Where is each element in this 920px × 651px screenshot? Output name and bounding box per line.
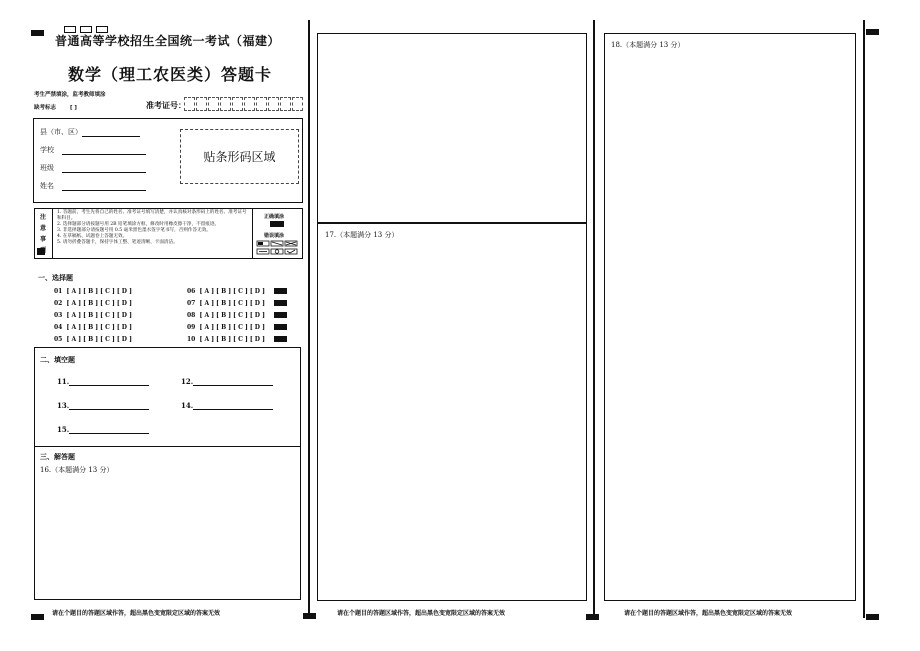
footer-warning-middle: 请在个题目的答题区域作答，超出黑色变宽限定区域的答案无效 xyxy=(337,610,506,617)
mcq-row[interactable]: 09 [ A ] [ B ] [ C ] [ D ] xyxy=(187,324,265,331)
exam-id-cell[interactable] xyxy=(196,97,207,111)
fill-blank-12[interactable]: 12. xyxy=(181,377,273,386)
notice-item: 4. 在草稿纸、试题卷上答题无效。 xyxy=(57,234,128,240)
wrong-fill-icons xyxy=(256,240,300,255)
mcq-row[interactable]: 04 [ A ] [ B ] [ C ] [ D ] xyxy=(54,324,132,331)
invigilator-note: 考生严禁填涂，监考教师填涂 xyxy=(34,92,106,98)
mcq-row[interactable]: 05 [ A ] [ B ] [ C ] [ D ] xyxy=(54,336,132,343)
correct-fill-example xyxy=(270,221,284,227)
timing-mark xyxy=(274,312,287,318)
exam-id-boxes[interactable] xyxy=(184,96,304,115)
info-field-class[interactable]: 班级 xyxy=(40,163,146,173)
registration-mark xyxy=(866,614,879,620)
mcq-row[interactable]: 08 [ A ] [ B ] [ C ] [ D ] xyxy=(187,312,265,319)
info-field-school[interactable]: 学校 xyxy=(40,145,146,155)
exam-id-cell[interactable] xyxy=(256,97,267,111)
barcode-area xyxy=(180,129,299,184)
exam-id-cell[interactable] xyxy=(220,97,231,111)
exam-id-cell[interactable] xyxy=(232,97,243,111)
correct-fill-label: 正确填涂 xyxy=(264,214,285,220)
notice-side-divider xyxy=(52,208,53,259)
info-field-county[interactable]: 县（市、区） xyxy=(40,127,140,137)
notice-example-divider xyxy=(252,208,253,259)
answer-section-title: 三、解答题 xyxy=(40,453,75,461)
answer-area-q18[interactable] xyxy=(604,33,856,601)
page-divider xyxy=(308,20,310,618)
q17-label: 17.（本题满分 13 分） xyxy=(325,231,399,239)
notice-item: 3. 非选择题部分请按题号用 0.5 毫米黑色墨水签字笔书写，否则作答无效。 xyxy=(57,228,211,234)
card-subtitle: 数学（理工农医类）答题卡 xyxy=(68,65,273,84)
fill-section-title: 二、填空题 xyxy=(40,356,75,364)
answer-area-q16-continued[interactable] xyxy=(317,33,587,223)
exam-id-cell[interactable] xyxy=(244,97,255,111)
registration-mark xyxy=(866,29,879,35)
answer-area-q17[interactable] xyxy=(317,223,587,601)
mcq-row[interactable]: 10 [ A ] [ B ] [ C ] [ D ] xyxy=(187,336,265,343)
wrong-fill-label: 错误填涂 xyxy=(264,233,285,239)
notice-item: 2. 选择题部分请按题号用 2B 铅笔填涂方框，修改时用橡皮擦干净，不留痕迹。 xyxy=(57,222,220,228)
q18-label: 18.（本题满分 13 分） xyxy=(611,41,685,49)
mcq-row[interactable]: 07 [ A ] [ B ] [ C ] [ D ] xyxy=(187,300,265,307)
timing-mark xyxy=(274,324,287,330)
notice-list xyxy=(57,210,250,247)
exam-id-cell[interactable] xyxy=(184,97,195,111)
q16-label: 16.（本题满分 13 分） xyxy=(40,466,114,474)
exam-id-label: 准考证号： xyxy=(146,101,186,110)
timing-mark xyxy=(274,300,287,306)
page-divider xyxy=(863,20,865,618)
exam-id-cell[interactable] xyxy=(292,97,303,111)
timing-mark xyxy=(274,336,287,342)
fill-blank-13[interactable]: 13. xyxy=(57,401,149,410)
choice-section-title: 一、选择题 xyxy=(38,274,73,282)
wrong-fill-examples xyxy=(256,240,300,255)
exam-id-cell[interactable] xyxy=(268,97,279,111)
exam-id-cell[interactable] xyxy=(280,97,291,111)
exam-id-cell[interactable] xyxy=(208,97,219,111)
exam-title: 普通高等学校招生全国统一考试（福建） xyxy=(55,34,281,48)
page-divider xyxy=(593,20,595,618)
notice-side-label: 注 意 事 项 xyxy=(39,214,46,254)
fill-blank-14[interactable]: 14. xyxy=(181,401,273,410)
absent-flag-box[interactable]: [ ] xyxy=(69,105,77,111)
fill-blank-15[interactable]: 15. xyxy=(57,425,149,434)
mcq-row[interactable]: 06 [ A ] [ B ] [ C ] [ D ] xyxy=(187,288,265,295)
mcq-row[interactable]: 03 [ A ] [ B ] [ C ] [ D ] xyxy=(54,312,132,319)
notice-item: 5. 请勿折叠答题卡，保持字体工整、笔迹清晰、卡面清洁。 xyxy=(57,240,178,246)
registration-mark xyxy=(31,30,44,36)
notice-item: 1. 答题前，考生先将自己的姓名、准考证号填写清楚，并认真核对条形码上的姓名、准考证号和科目。 xyxy=(57,210,247,222)
absent-flag-text: 缺考标志 xyxy=(34,105,57,111)
info-field-name[interactable]: 姓名 xyxy=(40,181,146,191)
fill-blank-11[interactable]: 11. xyxy=(57,377,149,386)
mcq-row[interactable]: 02 [ A ] [ B ] [ C ] [ D ] xyxy=(54,300,132,307)
footer-warning-right: 请在个题目的答题区域作答，超出黑色变宽限定区域的答案无效 xyxy=(624,610,793,617)
absent-flag-label xyxy=(34,103,77,111)
footer-warning-left: 请在个题目的答题区域作答，超出黑色变宽限定区域的答案无效 xyxy=(52,610,221,617)
barcode-label: 贴条形码区域 xyxy=(203,150,276,164)
mcq-row[interactable]: 01 [ A ] [ B ] [ C ] [ D ] xyxy=(54,288,132,295)
registration-mark xyxy=(31,614,44,620)
timing-mark xyxy=(274,288,287,294)
